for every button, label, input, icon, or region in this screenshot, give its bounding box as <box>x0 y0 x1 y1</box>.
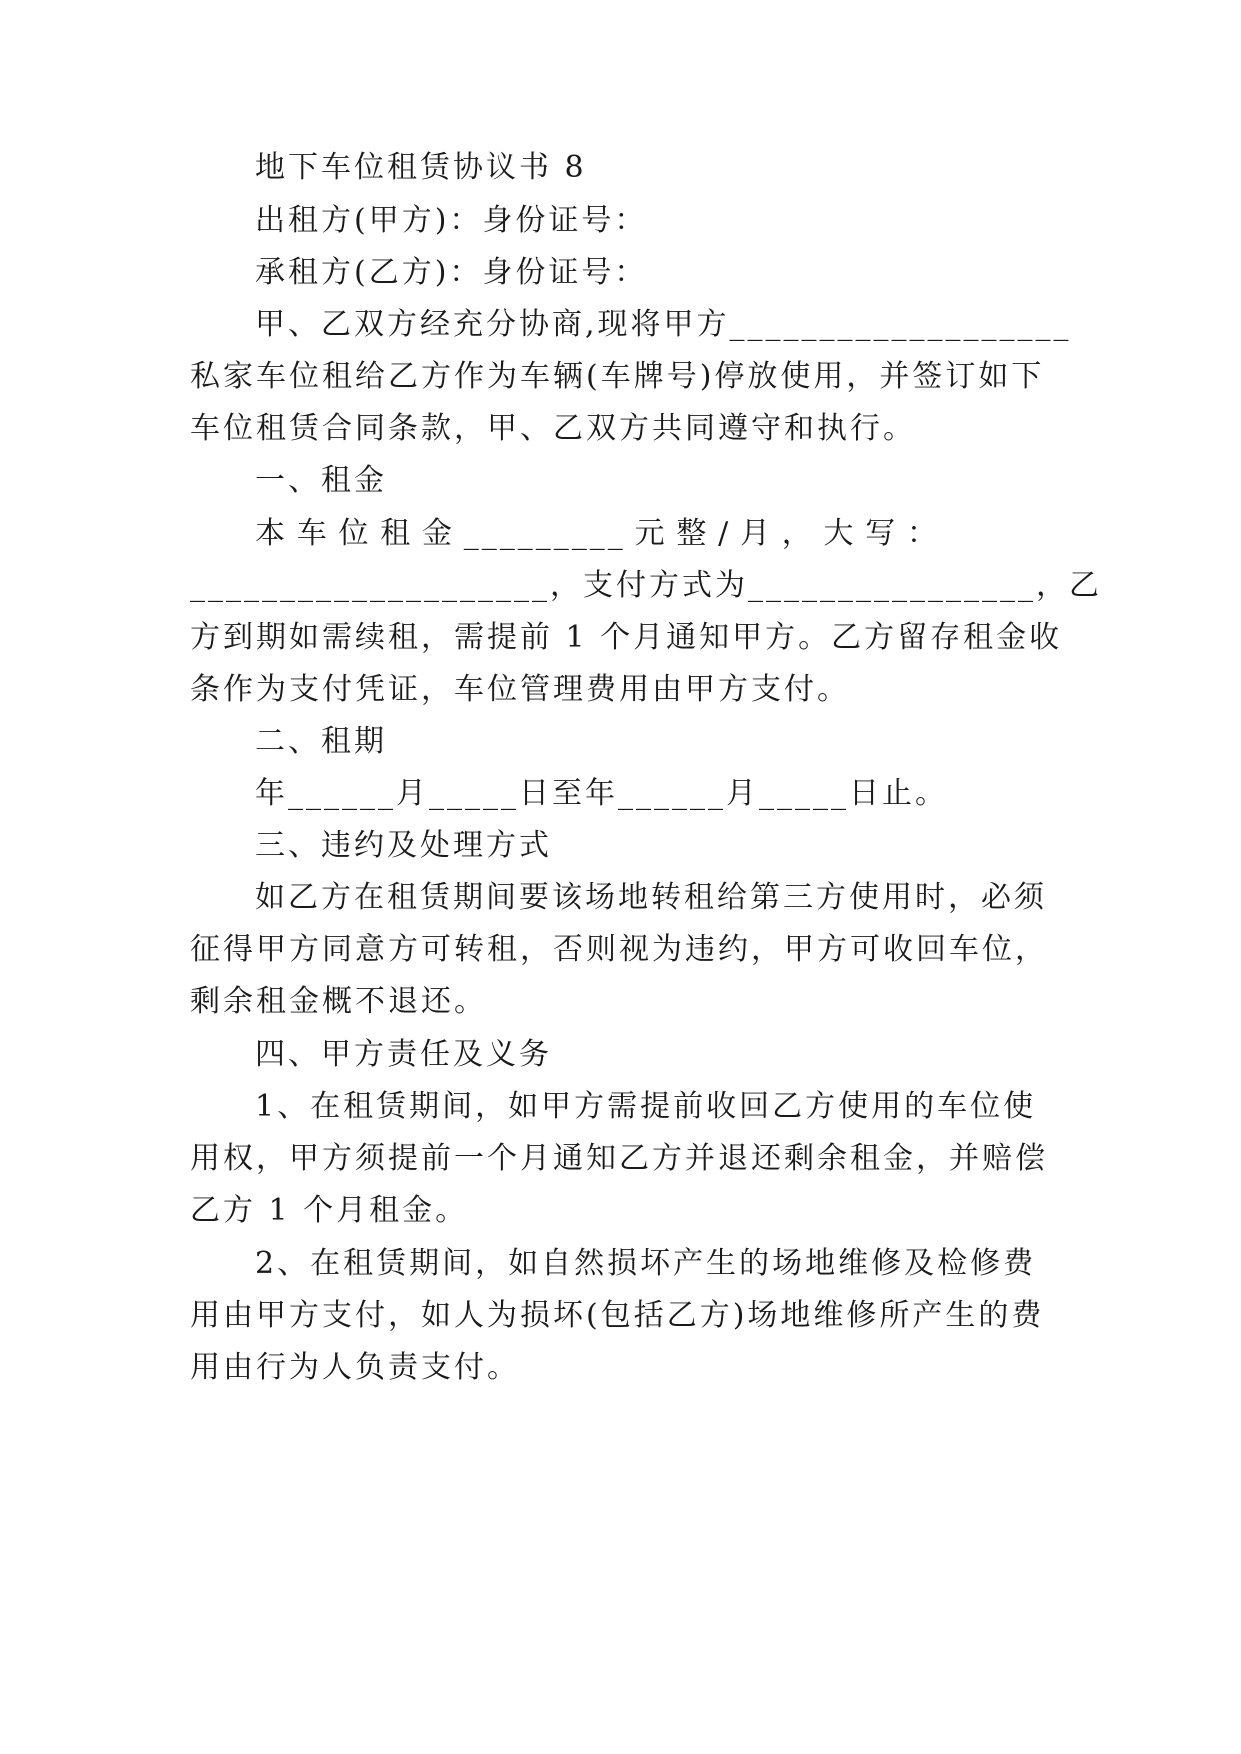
intro-line-3: 车位租赁合同条款，甲、乙双方共同遵守和执行。 <box>190 411 916 446</box>
rent-line-3: 方到期如需续租，需提前 1 个月通知甲方。乙方留存租金收 <box>190 620 1063 655</box>
document-title: 地下车位租赁协议书 8 <box>255 150 587 185</box>
section-heading-term: 二、租期 <box>255 724 387 759</box>
breach-line-3: 剩余租金概不退还。 <box>190 984 487 1019</box>
section-heading-lessor-duties: 四、甲方责任及义务 <box>255 1037 552 1072</box>
term-line-1: 年______月_____日至年______月_____日止。 <box>255 776 948 811</box>
rent-line-1: 本车位租金_________元整/月，大写： <box>255 516 940 551</box>
section-heading-breach: 三、违约及处理方式 <box>255 828 552 863</box>
lessee-line: 承租方(乙方)：身份证号： <box>255 255 648 290</box>
duty-item-1-line-1: 1、在租赁期间，如甲方需提前收回乙方使用的车位使 <box>255 1089 1037 1124</box>
breach-line-2: 征得甲方同意方可转租，否则视为违约，甲方可收回车位， <box>190 932 1048 967</box>
duty-item-2-line-3: 用由行为人负责支付。 <box>190 1350 520 1385</box>
duty-item-2-line-2: 用由甲方支付，如人为损坏(包括乙方)场地维修所产生的费 <box>190 1298 1045 1333</box>
duty-item-2-line-1: 2、在租赁期间，如自然损坏产生的场地维修及检修费 <box>255 1246 1037 1281</box>
duty-item-1-line-3: 乙方 1 个月租金。 <box>190 1193 469 1228</box>
intro-line-1: 甲、乙双方经充分协商,现将甲方___________________ <box>255 307 1072 342</box>
duty-item-1-line-2: 用权，甲方须提前一个月通知乙方并退还剩余租金，并赔偿 <box>190 1141 1048 1176</box>
intro-line-2: 私家车位租给乙方作为车辆(车牌号)停放使用，并签订如下 <box>190 359 1045 394</box>
rent-line-4: 条作为支付凭证，车位管理费用由甲方支付。 <box>190 672 850 707</box>
breach-line-1: 如乙方在租赁期间要该场地转租给第三方使用时，必须 <box>255 880 1047 915</box>
lessor-line: 出租方(甲方)：身份证号： <box>255 203 648 238</box>
rent-line-2: ____________________，支付方式为________________，乙 <box>190 568 1102 603</box>
section-heading-rent: 一、租金 <box>255 463 387 498</box>
